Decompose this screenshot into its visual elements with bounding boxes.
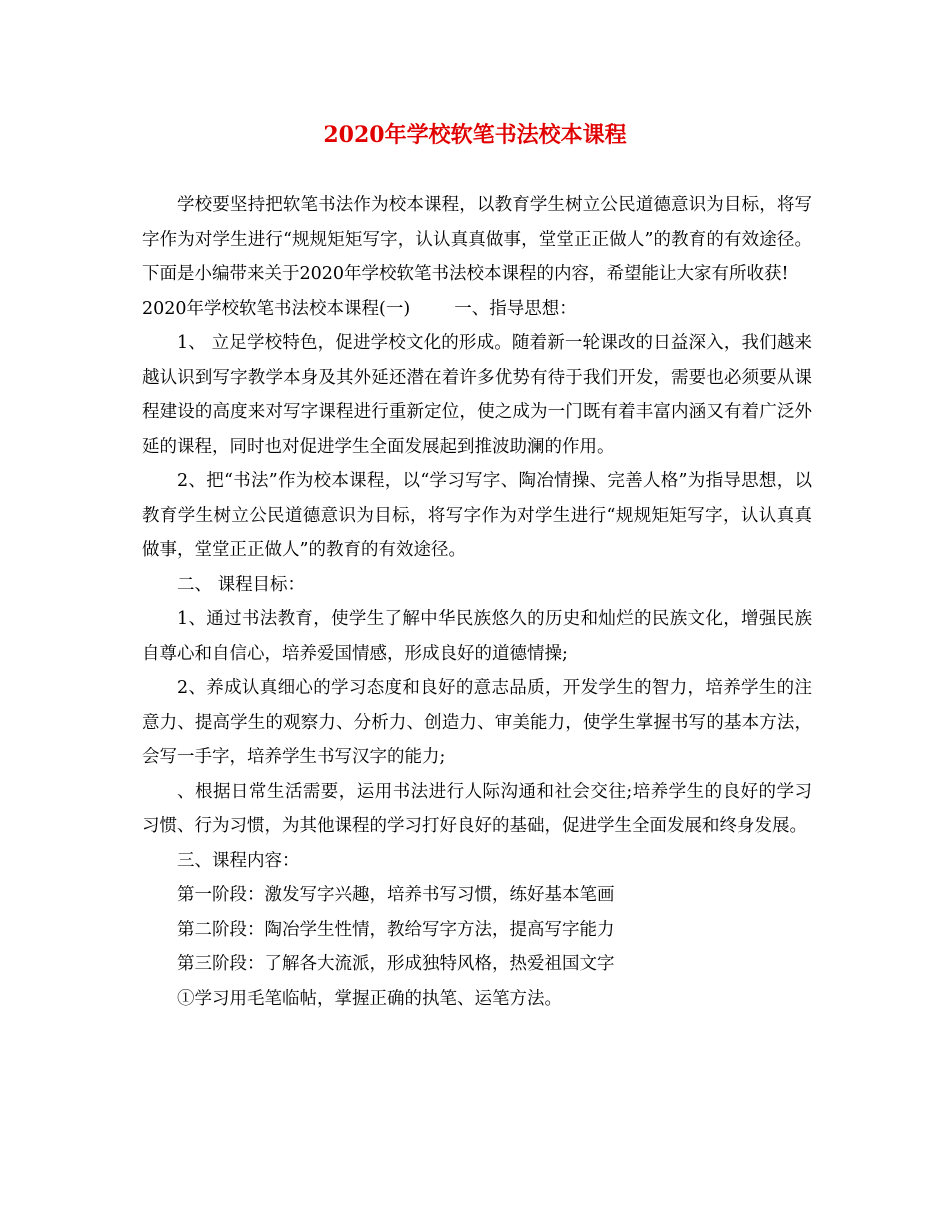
content-heading: 三、课程内容： [177, 850, 300, 871]
section1-heading-line [142, 292, 812, 327]
goal-paragraph-1: 1、通过书法教育，使学生了解中华民族悠久的历史和灿烂的民族文化，增强民族自尊心和自信心，培养爱国情感，形成良好的道德情操; [142, 609, 812, 664]
stage-3: 第三阶段：了解各大流派，形成独特风格，热爱祖国文字 [177, 954, 615, 974]
section1-subheading: 一、指导思想： [454, 298, 577, 319]
goal-paragraph-3: 、根据日常生活需要，运用书法进行人际沟通和社会交往;培养学生的良好的学习习惯、行为习惯，为其他课程的学习打好良好的基础，促进学生全面发展和终身发展。 [142, 781, 812, 836]
document-title: 2020年学校软笔书法校本课程 [323, 122, 627, 148]
stage-2: 第二阶段：陶冶学生性情，教给写字方法，提高写字能力 [177, 919, 615, 940]
guideline-paragraph-2: 2、把“书法”作为校本课程，以“学习写字、陶冶情操、完善人格”为指导思想，以教育学生树立公民道德意识为目标，将写字作为对学生进行“规规矩矩写字，认认真真做事，堂堂正正做人”的教育的有效途径。 [142, 471, 812, 560]
goals-heading: 二、 课程目标： [177, 574, 306, 595]
list-item-1: ①学习用毛笔临帖，掌握正确的执笔、运笔方法。 [177, 988, 562, 1009]
document-body [142, 188, 812, 1016]
stage-1: 第一阶段：激发写字兴趣，培养书写习惯，练好基本笔画 [177, 885, 615, 905]
guideline-paragraph-1: 1、 立足学校特色，促进学校文化的形成。随着新一轮课改的日益深入，我们越来越认识到写字教学本身及其外延还潜在着许多优势有待于我们开发，需要也必须要从课程建设的高度来对写字课程进行重新定位，使之成为一门既有着丰富内涵又有着广泛外延的课程，同时也对促进学生全面发展起到推波助澜的作用。 [142, 333, 812, 457]
goal-paragraph-2: 2、养成认真细心的学习态度和良好的意志品质，开发学生的智力，培养学生的注意力、提高学生的观察力、分析力、创造力、审美能力，使学生掌握书写的基本方法，会写一手字，培养学生书写汉字的能力; [142, 678, 812, 767]
section1-heading: 2020年学校软笔书法校本课程(一) [142, 298, 411, 319]
intro-paragraph: 学校要坚持把软笔书法作为校本课程，以教育学生树立公民道德意识为目标，将写字作为对学生进行“规规矩矩写字，认认真真做事，堂堂正正做人”的教育的有效途径。下面是小编带来关于2020年学校软笔书法校本课程的内容，希望能让大家有所收获! [142, 195, 812, 284]
